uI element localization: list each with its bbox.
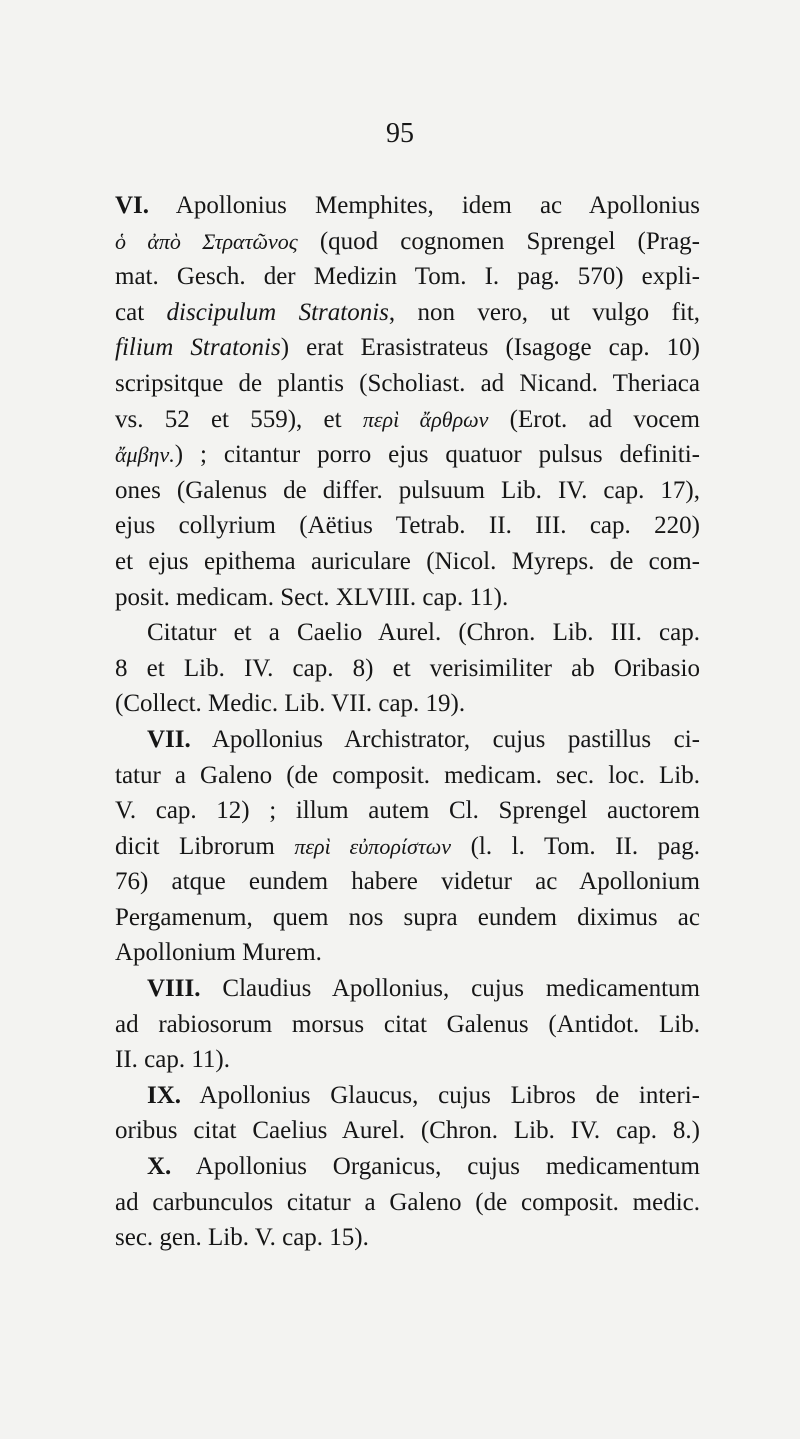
text-line: [115, 224, 700, 260]
text-run: Apollonius Memphites, idem ac Apollonius: [149, 192, 700, 219]
greek-text: περὶ ἄρθρων: [362, 406, 489, 432]
text-run: ejus collyrium (Aëtius Tetrab. II. III. cap. 220): [115, 512, 700, 540]
text-run: V. cap. 12) ; illum autem Cl. Sprengel auctorem: [115, 797, 700, 825]
text-run: mat. Gesch. der Medizin Tom. I. pag. 570) expli-: [115, 263, 700, 291]
text-run: sec. gen. Lib. V. cap. 15).: [115, 1224, 369, 1252]
text-run: Claudius Apollonius, cujus medicamentum: [200, 975, 700, 1003]
text-line: [115, 437, 700, 473]
body-text: [115, 188, 700, 1256]
text-line: [115, 1078, 700, 1114]
text-run: et ejus epithema auriculare (Nicol. Myreps. de com-: [115, 547, 700, 575]
text-run: Citatur et a Caelio Aurel. (Chron. Lib. III. cap.: [147, 619, 700, 647]
text-line: [115, 508, 700, 544]
text-line: [115, 295, 700, 331]
text-run: ad carbunculos citatur a Galeno (de composit. medic.: [115, 1188, 700, 1216]
italic-text: filium Stratonis: [115, 334, 281, 362]
text-line: [115, 402, 700, 438]
text-run: Pergamenum, quem nos supra eundem diximus ac: [115, 903, 700, 931]
text-run: Apollonius Archistrator, cujus pastillus ci-: [190, 725, 700, 753]
text-run: II. cap. 11).: [115, 1046, 230, 1074]
text-run: ones (Galenus de differ. pulsuum Lib. IV. cap. 17),: [115, 476, 700, 504]
text-run: cat: [115, 298, 167, 326]
text-run: Apollonius Organicus, cujus medicamentum: [171, 1153, 700, 1181]
text-run: (Collect. Medic. Lib. VII. cap. 19).: [115, 690, 466, 718]
text-line: [115, 971, 700, 1007]
text-run: (l. l. Tom. II. pag.: [451, 832, 701, 860]
text-run: , non vero, ut vulgo fit,: [388, 298, 701, 326]
text-line: [115, 615, 700, 651]
text-line: [115, 366, 700, 402]
text-run: dicit Librorum: [115, 832, 295, 860]
greek-text: ὁ ἀπὸ Στρατῶνος: [115, 228, 298, 254]
text-line: [115, 686, 700, 722]
text-line: [115, 473, 700, 509]
text-run: oribus citat Caelius Aurel. (Chron. Lib. IV. cap. 8.): [115, 1117, 700, 1145]
text-run: ad rabiosorum morsus citat Galenus (Antidot. Lib.: [115, 1010, 700, 1038]
text-line: [115, 1113, 700, 1149]
text-line: [115, 1042, 700, 1078]
section-number: VI.: [115, 192, 150, 219]
text-line: [115, 259, 700, 295]
text-run: tatur a Galeno (de composit. medicam. sec. loc. Lib.: [115, 761, 700, 789]
text-run: (Erot. ad vocem: [488, 405, 700, 433]
text-run: Apollonium Murem.: [115, 939, 322, 967]
text-line: [115, 793, 700, 829]
text-line: [115, 580, 700, 616]
text-line: [115, 864, 700, 900]
text-line: [115, 758, 700, 794]
section-number: IX.: [147, 1081, 182, 1109]
section-number: VII.: [147, 725, 191, 753]
text-run: 8 et Lib. IV. cap. 8) et verisimiliter ab Oribasio: [115, 654, 700, 682]
text-line: [115, 829, 700, 865]
text-line: [115, 935, 700, 971]
text-line: [115, 1220, 700, 1256]
text-line: [115, 722, 700, 758]
text-line: [115, 188, 700, 224]
section-number: VIII.: [147, 975, 201, 1003]
text-line: [115, 330, 700, 366]
text-line: [115, 1185, 700, 1221]
page-number: 95: [386, 118, 414, 149]
text-run: vs. 52 et 559), et: [115, 405, 363, 433]
text-line: [115, 1149, 700, 1185]
greek-text: περὶ εὐπορίστων: [294, 833, 452, 859]
italic-text: discipulum Stratonis: [166, 298, 389, 326]
text-run: ) erat Erasistrateus (Isagoge cap. 10): [280, 334, 700, 362]
greek-text: ἄμβην.: [115, 442, 175, 468]
text-run: (quod cognomen Sprengel (Prag-: [297, 227, 700, 255]
section-number: X.: [147, 1153, 172, 1181]
text-line: [115, 900, 700, 936]
text-line: [115, 1007, 700, 1043]
text-line: [115, 651, 700, 687]
text-run: posit. medicam. Sect. XLVIII. cap. 11).: [115, 583, 509, 611]
text-run: 76) atque eundem habere videtur ac Apollonium: [115, 868, 700, 896]
text-line: [115, 544, 700, 580]
text-run: scripsitque de plantis (Scholiast. ad Nicand. Theriaca: [115, 369, 700, 397]
text-run: Apollonius Glaucus, cujus Libros de interi-: [181, 1081, 700, 1109]
text-run: ) ; citantur porro ejus quatuor pulsus definiti-: [174, 441, 700, 469]
